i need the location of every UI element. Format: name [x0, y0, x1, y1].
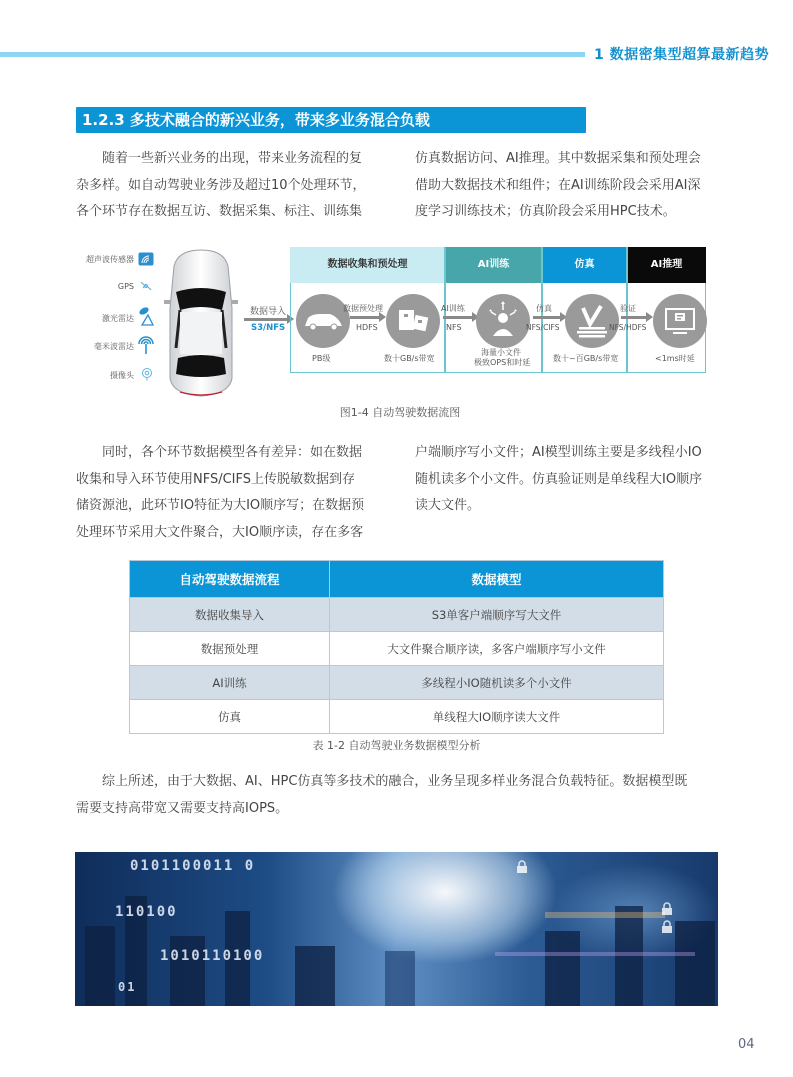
para2-left-line: 储资源池，此环节IO特征为大IO顺序写；在数据预 — [76, 498, 365, 513]
table-cell: 多线程小IO随机读多个小文件 — [330, 666, 664, 700]
node-caption: <1ms时延 — [655, 354, 695, 363]
table-caption: 表 1-2 自动驾驶业务数据模型分析 — [312, 739, 481, 752]
phase-header-simulation: 仿真 — [542, 247, 627, 283]
table-cell: 仿真 — [130, 700, 330, 734]
intro-right-line: 借助大数据技术和组件；在AI训练阶段会采用AI深 — [415, 177, 701, 193]
lidar-dish-icon — [137, 306, 155, 326]
flow-arrow — [621, 316, 647, 319]
phase-header-ai-training: AI训练 — [445, 247, 542, 283]
arrow-protocol: NFS — [446, 323, 462, 332]
node-caption: 数十GB/s带宽 — [384, 354, 435, 363]
lock-icon — [660, 920, 674, 934]
para2-right-line: 户端顺序写小文件；AI模型训练主要是多线程小IO — [415, 445, 702, 460]
sensor-label-lidar: 激光雷达 — [102, 314, 134, 323]
table-cell: S3单客户端顺序写大文件 — [330, 598, 664, 632]
sensor-label-mmwave: 毫米波雷达 — [94, 342, 134, 351]
sensor-label-camera: 摄像头 — [110, 371, 134, 380]
import-protocol-label: S3/NFS — [251, 323, 286, 333]
table-cell: 单线程大IO顺序读大文件 — [330, 700, 664, 734]
building-shape — [385, 951, 415, 1006]
node-inference — [653, 294, 707, 348]
binary-text: 1010110100 — [160, 948, 265, 964]
intro-left-line: 杂多样。如自动驾驶业务涉及超过10个处理环节， — [76, 177, 366, 193]
para2-right-line: 随机读多个小文件。仿真验证则是单线程大IO顺序 — [415, 471, 703, 487]
arrow-protocol: HDFS — [356, 323, 378, 332]
node-preprocess — [386, 294, 440, 348]
arrow-protocol: NFS/HDFS — [609, 323, 647, 332]
binary-text: 110100 — [115, 904, 178, 920]
para2-right-line: 读大文件。 — [415, 498, 481, 513]
monitor-icon — [653, 294, 707, 348]
intro-right-line: 仿真数据访问、AI推理。其中数据采集和预处理会 — [415, 151, 701, 166]
table-cell: 数据预处理 — [130, 632, 330, 666]
summary-line: 综上所述，由于大数据、AI、HPC仿真等多技术的融合，业务呈现多样业务混合负载特征。数据模型既 — [102, 774, 688, 789]
column-header: 自动驾驶数据流程 — [130, 561, 330, 598]
documents-icon — [386, 294, 440, 348]
import-arrow-label: 数据导入 — [250, 307, 287, 317]
para2-left-line: 收集和导入环节使用NFS/CIFS上传脱敏数据到存 — [76, 471, 356, 487]
header-accent-line — [0, 52, 585, 57]
arrow-label: 仿真 — [536, 304, 552, 313]
building-shape — [170, 936, 205, 1006]
building-shape — [675, 921, 715, 1006]
figure-caption: 图1-4 自动驾驶数据流图 — [339, 406, 461, 419]
intro-left-column — [76, 146, 396, 226]
camera-icon — [139, 367, 155, 381]
table-cell: 数据收集导入 — [130, 598, 330, 632]
intro-left-line: 各个环节存在数据互访、数据采集、标注、训练集 — [76, 204, 363, 219]
table-row — [130, 632, 664, 666]
node-caption: 极致OPS和时延 — [474, 358, 531, 367]
sensor-label-gps: GPS — [117, 282, 134, 291]
ultrasonic-sensor-icon — [138, 252, 154, 266]
intro-left-line: 随着一些新兴业务的出现，带来业务流程的复 — [102, 151, 363, 166]
para2-left-column — [76, 440, 396, 546]
arrow-label: 数据预处理 — [343, 304, 383, 313]
intro-right-column — [415, 146, 735, 226]
flow-arrow — [533, 316, 561, 319]
light-streak — [545, 912, 665, 918]
phase-header-ai-inference: AI推理 — [627, 247, 706, 283]
flow-arrow — [350, 316, 380, 319]
building-shape — [85, 926, 115, 1006]
lock-icon — [660, 902, 674, 916]
binary-text: 0101100011 0 — [130, 858, 256, 874]
data-model-table — [129, 560, 664, 734]
chapter-title: 1 数据密集型超算最新趋势 — [594, 47, 770, 63]
import-arrow — [244, 318, 288, 321]
building-shape — [295, 946, 335, 1006]
hero-image-tech-city — [75, 852, 718, 1006]
summary-line: 需要支持高带宽又需要支持高IOPS。 — [76, 800, 289, 816]
para2-left-line: 同时，各个环节数据模型各有差异：如在数据 — [102, 445, 363, 460]
binary-text: 01 — [118, 980, 137, 994]
table-cell: AI训练 — [130, 666, 330, 700]
node-caption: 数十~百GB/s带宽 — [553, 354, 619, 363]
page-number: 04 — [738, 1037, 755, 1052]
gps-satellite-icon — [138, 279, 154, 293]
node-caption: PB级 — [312, 354, 331, 363]
arrow-label: 验证 — [620, 304, 636, 313]
summary-paragraph — [76, 769, 736, 822]
table-row — [130, 700, 664, 734]
node-ai-training — [476, 294, 530, 348]
phase-header-collect-preprocess: 数据收集和预处理 — [290, 247, 445, 283]
flow-arrow — [443, 316, 473, 319]
table-header-row — [130, 561, 664, 598]
mmwave-radar-icon — [137, 335, 155, 355]
checkmark-stack-icon — [565, 294, 619, 348]
arrow-protocol: NFS/CIFS — [526, 323, 560, 332]
intro-right-line: 度学习训练技术；仿真阶段会采用HPC技术。 — [415, 204, 676, 219]
table-row — [130, 598, 664, 632]
lock-icon — [515, 860, 529, 874]
building-shape — [545, 931, 580, 1006]
sensor-label-ultrasonic: 超声波传感器 — [86, 255, 134, 264]
table-cell: 大文件聚合顺序读，多客户端顺序写小文件 — [330, 632, 664, 666]
node-simulation — [565, 294, 619, 348]
node-collect — [296, 294, 350, 348]
para2-right-column — [415, 440, 735, 520]
light-streak — [495, 952, 695, 956]
car-icon — [296, 294, 350, 348]
section-heading: 1.2.3 多技术融合的新兴业务，带来多业务混合负载 — [76, 107, 586, 133]
car-top-view-image — [160, 248, 242, 398]
ai-person-icon — [476, 294, 530, 348]
table-row — [130, 666, 664, 700]
node-caption: 海量小文件 — [481, 348, 521, 357]
building-shape — [615, 906, 643, 1006]
para2-left-line: 处理环节采用大文件聚合，大IO顺序读，存在多客 — [76, 524, 364, 540]
arrow-label: AI训练 — [441, 304, 465, 313]
column-header: 数据模型 — [330, 561, 664, 598]
